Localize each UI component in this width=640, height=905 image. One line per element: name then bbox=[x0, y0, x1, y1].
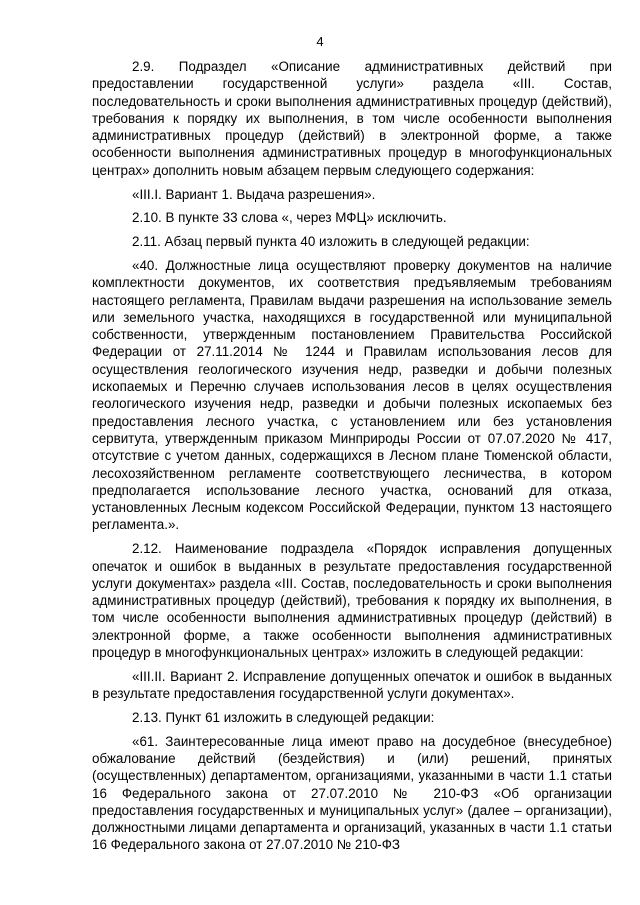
paragraph-2-9: 2.9. Подраздел «Описание административных действий при предоставлении государственной услуги» раздела «III. Состав, последовательность и сроки выполнения административных процедур (действий), требования к порядку их выполнения, в том числе особенности выполнения административных процедур (действий) в электронной форме, а также особенности выполнения административных процедур в многофункциональных центрах» дополнить новым абзацем первым следующего содержания: bbox=[92, 59, 612, 178]
paragraph-2-13: 2.13. Пункт 61 изложить в следующей редакции: bbox=[132, 709, 435, 725]
page-number: 4 bbox=[316, 34, 324, 49]
paragraph-2-12: 2.12. Наименование подраздела «Порядок исправления допущенных опечаток и ошибок в выданных в результате предоставления государственной услуги документах» раздела «III. Состав, последовательность и сроки выполнения административных процедур (действий), требования к порядку их выполнения, в том числе особенности выполнения административных процедур (действий) в электронной форме, а также особенности выполнения административных процедур в многофункциональных центрах» изложить в следующей редакции: bbox=[92, 541, 612, 660]
paragraph-2-10: 2.10. В пункте 33 слова «, через МФЦ» исключить. bbox=[132, 210, 447, 226]
paragraph-variant-2: «III.II. Вариант 2. Исправление допущенных опечаток и ошибок в выданных в результате предоставления государственной услуги документах». bbox=[92, 668, 612, 702]
paragraph-2-11: 2.11. Абзац первый пункта 40 изложить в следующей редакции: bbox=[132, 234, 530, 250]
document-body bbox=[92, 58, 612, 860]
paragraph-item-40: «40. Должностные лица осуществляют проверку документов на наличие комплектности документов, их соответствия предъявляемым требованиям настоящего регламента, Правилам выдачи разрешения на использование земель или земельного участка, находящихся в государственной или муниципальной собственности, утвержденным постановлением Правительства Российской Федерации от 27.11.2014 № 1244 и Правилам использования лесов для осуществления геологического изучения недр, разведки и добычи полезных ископаемых и Перечню случаев использования лесов в целях осуществления геологического изучения недр, разведки и добычи полезных ископаемых без предоставления лесного участка, с установлением или без установления сервитута, утвержденным приказом Минприроды России от 07.07.2020 № 417, отсутствие с учетом данных, содержащихся в Лесном плане Тюменской области, лесохозяйственном регламенте соответствующего лесничества, в котором предполагается использование лесного участка, оснований для отказа, установленных Лесным кодексом Российской Федерации, пунктом 13 настоящего регламента.». bbox=[92, 257, 612, 533]
paragraph-item-61: «61. Заинтересованные лица имеют право на досудебное (внесудебное) обжалование действий (бездействия) и (или) решений, принятых (осуществленных) департаментом, организациями, указанными в части 1.1 статьи 16 Федерального закона от 27.07.2010 № 210-ФЗ «Об организации предоставления государственных и муниципальных услуг» (далее – организации), должностными лицами департамента и организаций, указанных в части 1.1 статьи 16 Федерального закона от 27.07.2010 № 210-ФЗ bbox=[92, 733, 612, 853]
paragraph-variant-1: «III.I. Вариант 1. Выдача разрешения». bbox=[132, 186, 376, 202]
